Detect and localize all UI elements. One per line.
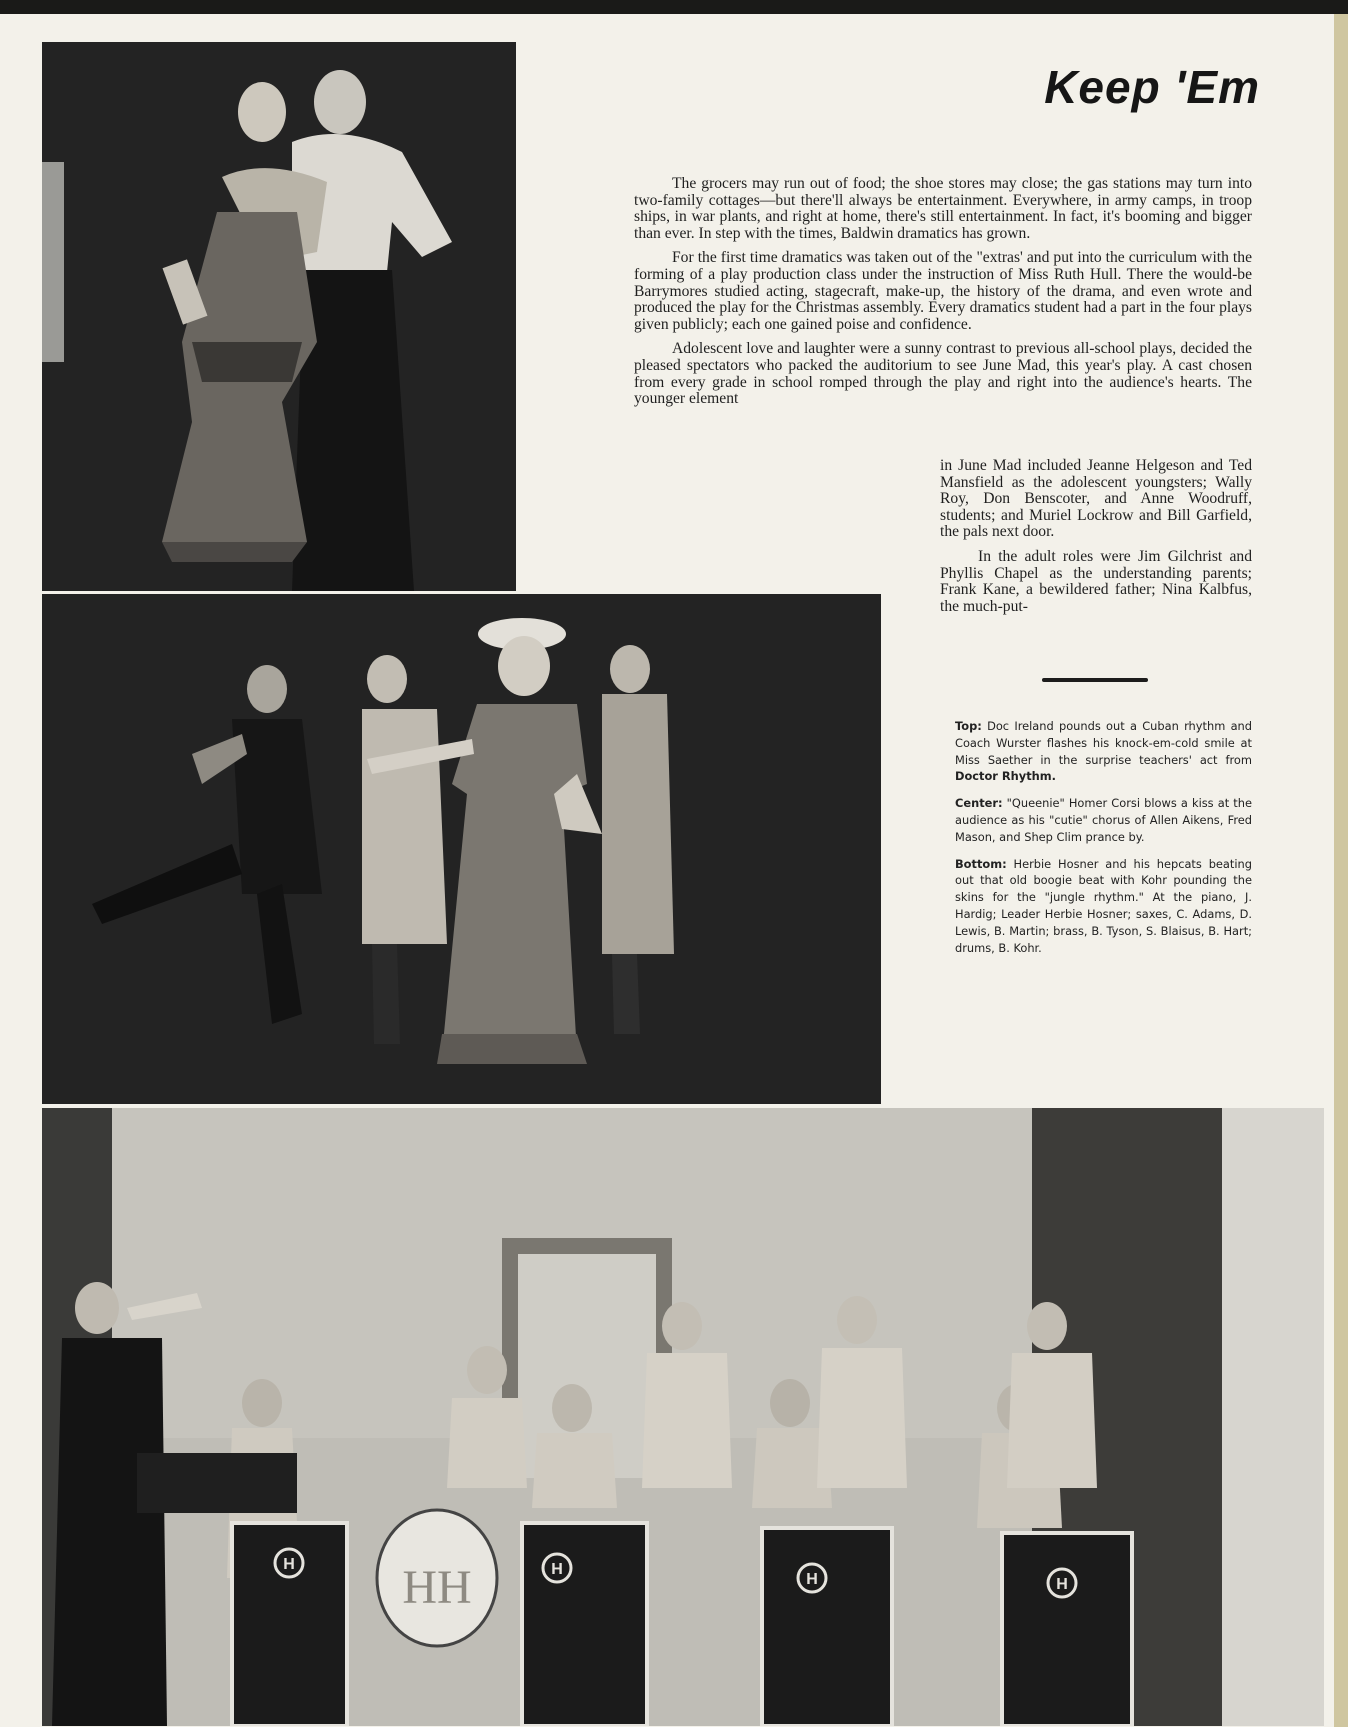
article-paragraph: For the first time dramatics was taken out of the "extras' and put into the curriculum with the forming of a play production class under the instruction of Miss Ruth Hull. There the would-be Barrymores studied acting, stagecraft, make-up, the history of the drama, and even wrote and produced the play for the Christmas assembly. Every dramatics student had a part in the four plays given publicly; each one gained poise and confidence. bbox=[634, 249, 1252, 333]
stand-monogram: H bbox=[283, 1556, 295, 1573]
music-stand bbox=[232, 1523, 347, 1726]
photo-center-chorus-line bbox=[42, 594, 881, 1104]
caption-center-text: "Queenie" Homer Corsi blows a kiss at the audience as his "cutie" chorus of Allen Aikens, Fred Mason, and Shep Clim prance by. bbox=[955, 796, 1252, 844]
stand-monogram: H bbox=[1056, 1576, 1068, 1593]
article-paragraph: In the adult roles were Jim Gilchrist and Phyllis Chapel as the understanding parents; Frank Kane, a bewildered father; Nina Kalbfus, the much-put- bbox=[940, 547, 1252, 615]
music-stand bbox=[522, 1523, 647, 1726]
stand-monogram: H bbox=[806, 1571, 818, 1588]
photo-bottom-dance-band bbox=[42, 1108, 1324, 1726]
music-stand bbox=[762, 1528, 892, 1726]
section-divider bbox=[1042, 678, 1148, 682]
photo-top-dancing-couple bbox=[42, 42, 516, 591]
stand-monogram: H bbox=[551, 1561, 563, 1578]
bass-drum-lettering: HH bbox=[402, 1561, 472, 1614]
music-stand bbox=[1002, 1533, 1132, 1726]
caption-bottom-label: Bottom: bbox=[955, 856, 1007, 871]
article-paragraph: in June Mad included Jeanne Helgeson and Ted Mansfield as the adolescent youngsters; Wally Roy, Don Benscoter, and Anne Woodruff, students; and Muriel Lockrow and Bill Garfield, the pals next door. bbox=[940, 457, 1252, 541]
caption-top-label: Top: bbox=[955, 719, 982, 733]
caption-center bbox=[955, 795, 1252, 845]
yearbook-page bbox=[0, 14, 1334, 1727]
page-headline: Keep 'Em bbox=[1044, 61, 1260, 113]
article-text-narrow bbox=[940, 458, 1252, 623]
article-text-wide bbox=[634, 176, 1252, 416]
caption-top-title: Doctor Rhythm. bbox=[955, 769, 1056, 784]
caption-top bbox=[955, 718, 1252, 785]
caption-bottom bbox=[955, 856, 1252, 957]
caption-top-text: Doc Ireland pounds out a Cuban rhythm and Coach Wurster flashes his knock-em-cold smile at Miss Saether in the surprise teachers' act from bbox=[955, 719, 1252, 767]
caption-center-label: Center: bbox=[955, 796, 1003, 811]
article-paragraph: Adolescent love and laughter were a sunny contrast to previous all-school plays, decided the pleased spectators who packed the auditorium to see June Mad, this year's play. A cast chosen from every grade in school romped through the play and right into the audience's hearts. The younger element bbox=[634, 340, 1252, 408]
caption-bottom-text: Herbie Hosner and his hepcats beating out that old boogie beat with Kohr pounding the skins for the "jungle rhythm." At the piano, J. Hardig; Leader Herbie Hosner; saxes, C. Adams, D. Lewis, B. Martin; brass, B. Tyson, S. Blaisus, B. Hart; drums, B. Kohr. bbox=[955, 856, 1252, 955]
article-paragraph: The grocers may run out of food; the shoe stores may close; the gas stations may turn into two-family cottages—but there'll always be entertainment. Everywhere, in army camps, in troop ships, in war plants, and right at home, there's still entertainment. In fact, it's booming and bigger than ever. In step with the times, Baldwin dramatics has grown. bbox=[634, 175, 1252, 242]
photo-captions bbox=[955, 718, 1252, 966]
